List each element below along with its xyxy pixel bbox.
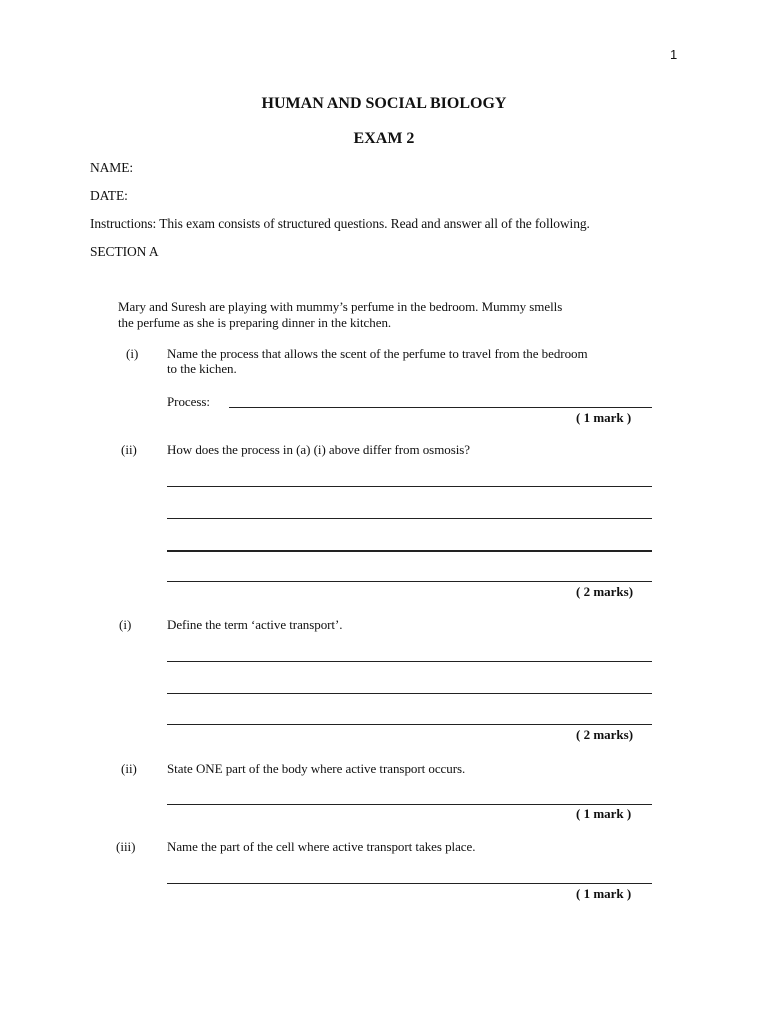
answer-line[interactable]	[167, 486, 652, 487]
q1-stem-line2: the perfume as she is preparing dinner in the kitchen.	[118, 315, 392, 330]
answer-line[interactable]	[167, 518, 652, 519]
q1-i-line1: Name the process that allows the scent of the perfume to travel from the bedroom	[167, 346, 588, 361]
exam-title: HUMAN AND SOCIAL BIOLOGY	[261, 95, 507, 112]
answer-line[interactable]	[167, 883, 652, 884]
instructions: Instructions: This exam consists of structured questions. Read and answer all of the following.	[90, 216, 590, 231]
section-heading: SECTION A	[90, 244, 159, 259]
exam-subtitle: EXAM 2	[353, 130, 415, 147]
answer-line[interactable]	[167, 804, 652, 805]
q1-stem-line1: Mary and Suresh are playing with mummy’s perfume in the bedroom. Mummy smells	[118, 299, 563, 314]
q1-i-mark: ( 1 mark )	[576, 410, 632, 425]
q1-ii-label: (ii)	[121, 442, 137, 457]
date-label: DATE:	[90, 188, 128, 203]
answer-line[interactable]	[167, 724, 652, 725]
answer-line[interactable]	[167, 661, 652, 662]
q2-ii-mark: ( 1 mark )	[576, 806, 632, 821]
answer-line[interactable]	[167, 550, 652, 552]
q2-ii-label: (ii)	[121, 761, 137, 776]
q2-i-label: (i)	[119, 617, 132, 632]
q1-ii-mark: ( 2 marks)	[576, 584, 634, 599]
process-answer-line[interactable]	[229, 407, 652, 408]
process-label: Process:	[167, 394, 210, 409]
q2-iii-mark: ( 1 mark )	[576, 886, 632, 901]
q2-iii-text: Name the part of the cell where active transport takes place.	[167, 839, 476, 854]
q2-iii-label: (iii)	[116, 839, 136, 854]
page-number: 1	[670, 47, 678, 62]
q1-i-label: (i)	[126, 346, 139, 361]
answer-line[interactable]	[167, 581, 652, 582]
q2-ii-text: State ONE part of the body where active transport occurs.	[167, 761, 466, 776]
q1-i-line2: to the kichen.	[167, 361, 237, 376]
name-label: NAME:	[90, 160, 133, 175]
q2-i-mark: ( 2 marks)	[576, 727, 634, 742]
q1-ii-text: How does the process in (a) (i) above differ from osmosis?	[167, 442, 471, 457]
answer-line[interactable]	[167, 693, 652, 694]
q2-i-text: Define the term ‘active transport’.	[167, 617, 343, 632]
